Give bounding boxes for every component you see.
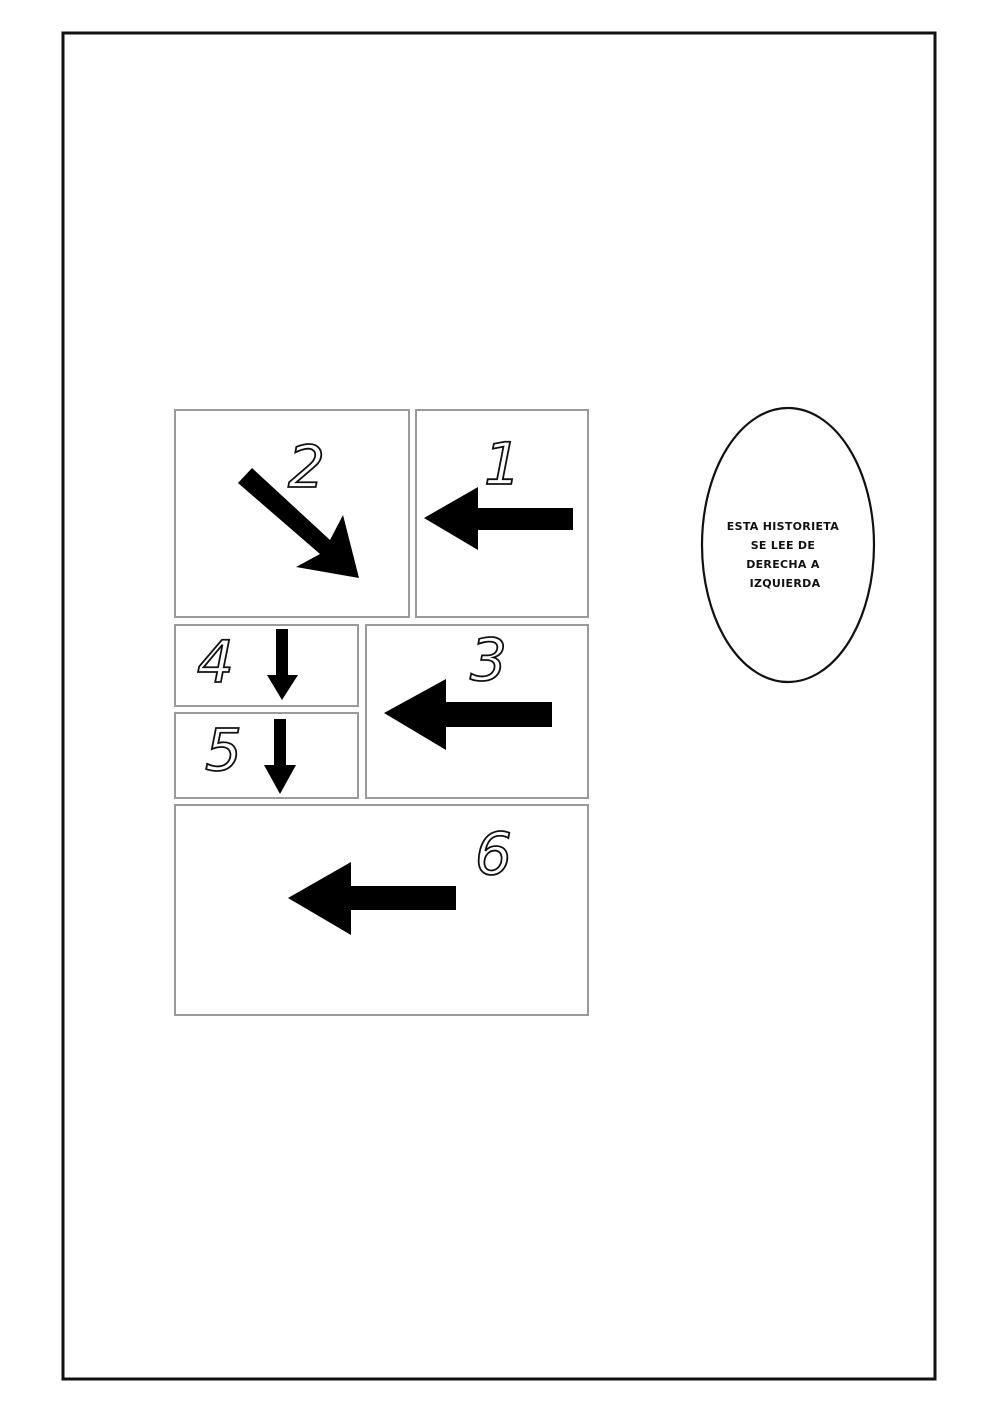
panel-6-number: 6 — [475, 820, 512, 888]
panel-4 — [175, 625, 358, 706]
panel-1 — [416, 410, 588, 617]
left-arrow-icon — [288, 862, 456, 935]
panel-3 — [366, 625, 588, 798]
panel-2-number: 2 — [288, 433, 325, 501]
down-arrow-icon — [267, 629, 298, 700]
panel-5 — [175, 713, 358, 798]
panel-5-frame — [175, 713, 358, 798]
bubble-line-2: SE LEE DE — [750, 539, 816, 552]
bubble-line-3: DERECHA A — [746, 558, 820, 571]
down-arrow-icon — [264, 719, 296, 794]
panel-6 — [175, 805, 588, 1015]
panel-3-number: 3 — [470, 626, 507, 694]
panel-5-number: 5 — [205, 716, 242, 784]
speech-bubble — [702, 408, 874, 682]
bubble-line-1: ESTA HISTORIETA — [726, 520, 840, 533]
left-arrow-icon — [384, 679, 552, 750]
panel-2 — [175, 410, 409, 617]
bubble-line-4: IZQUIERDA — [749, 577, 821, 590]
panel-1-number: 1 — [484, 430, 521, 498]
panel-4-number: 4 — [197, 628, 234, 696]
